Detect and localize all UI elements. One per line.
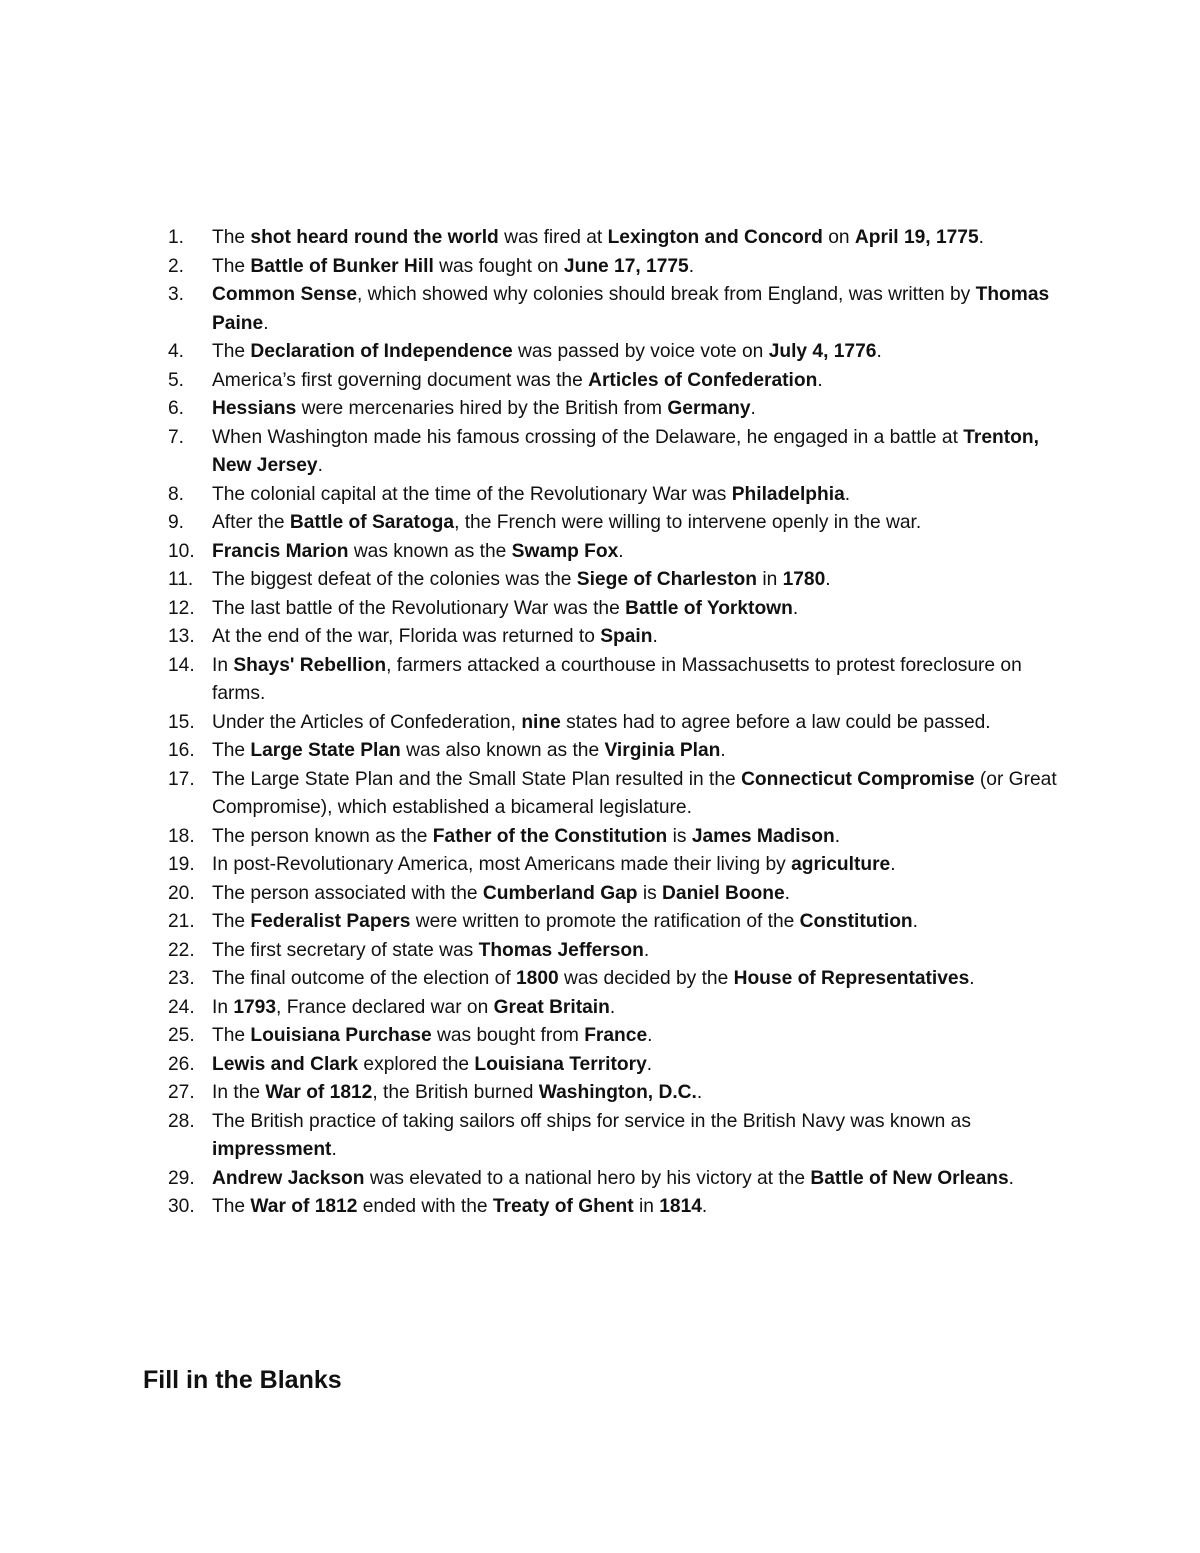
item-text: The last battle of the Revolutionary War was the xyxy=(212,597,626,619)
item-number: 25. xyxy=(168,1025,195,1046)
bold-answer: Thomas Paine xyxy=(212,284,1050,334)
item-text: The person associated with the xyxy=(212,882,483,904)
list-item xyxy=(168,224,1072,253)
bold-answer: France xyxy=(584,1025,648,1046)
item-text: . xyxy=(643,939,650,961)
item-text: Under the Articles of Confederation, xyxy=(212,711,522,733)
item-number: 26. xyxy=(168,1053,195,1075)
item-text: was fought on xyxy=(433,255,564,277)
item-text: . xyxy=(978,227,984,248)
item-number: 17. xyxy=(168,768,195,790)
bold-answer: Constitution xyxy=(799,911,913,932)
item-text: In the xyxy=(212,1082,266,1103)
list-item xyxy=(168,851,1072,880)
bold-answer: Articles of Confederation xyxy=(588,369,818,391)
item-text: . xyxy=(1008,1167,1015,1189)
bold-answer: Washington, D.C. xyxy=(538,1082,697,1103)
item-text: . xyxy=(720,740,726,761)
list-item xyxy=(168,965,1072,994)
item-text: . xyxy=(618,540,624,562)
bold-answer: Battle of Saratoga xyxy=(289,512,455,533)
item-text: . xyxy=(876,341,882,362)
item-text: . xyxy=(784,882,790,904)
item-text: . xyxy=(750,398,756,419)
item-text: was known as the xyxy=(348,540,512,562)
item-text: is xyxy=(667,825,692,847)
item-text: . xyxy=(646,1053,653,1075)
item-text: The xyxy=(212,255,251,277)
item-text: The person known as the xyxy=(212,825,433,847)
item-text: When Washington made his famous crossing of the Delaware, he engaged in a battle at xyxy=(212,426,964,448)
item-text: was passed by voice vote on xyxy=(512,341,769,362)
list-item xyxy=(168,1108,1072,1165)
item-number: 20. xyxy=(168,882,195,904)
list-item xyxy=(168,1051,1072,1080)
bold-answer: April 19, 1775 xyxy=(854,227,979,248)
item-number: 8. xyxy=(168,483,185,505)
item-text: . xyxy=(609,996,616,1018)
bold-answer: Large State Plan xyxy=(250,740,401,761)
item-text: . xyxy=(969,968,975,989)
bold-answer: Lewis and Clark xyxy=(212,1053,359,1075)
bold-answer: nine xyxy=(521,711,561,733)
bold-answer: Louisiana Purchase xyxy=(250,1025,432,1046)
item-text: explored the xyxy=(358,1053,475,1075)
item-number: 30. xyxy=(168,1196,195,1217)
item-text: ended with the xyxy=(357,1196,493,1217)
list-item xyxy=(168,1079,1072,1108)
item-text: was decided by the xyxy=(558,968,734,989)
item-text: (or Great Compromise), which established a bicameral legislature. xyxy=(212,768,1057,818)
list-item xyxy=(168,709,1072,738)
list-item xyxy=(168,908,1072,937)
item-number: 6. xyxy=(168,398,185,419)
item-number: 11. xyxy=(168,569,194,590)
bold-answer: Treaty of Ghent xyxy=(492,1196,634,1217)
list-item xyxy=(168,766,1072,823)
section-heading: Fill in the Blanks xyxy=(143,1366,342,1394)
bold-answer: Battle of Yorktown xyxy=(625,597,793,619)
item-text: The xyxy=(212,1196,251,1217)
item-text: In post-Revolutionary America, most Americans made their living by xyxy=(212,854,792,875)
item-text: in xyxy=(633,1196,660,1217)
item-number: 9. xyxy=(168,512,185,533)
bold-answer: Federalist Papers xyxy=(250,911,411,932)
bold-answer: agriculture xyxy=(791,854,891,875)
bold-answer: Shays' Rebellion xyxy=(233,654,387,676)
item-text: The Large State Plan and the Small State Plan resulted in the xyxy=(212,768,742,790)
bold-answer: Trenton, New Jersey xyxy=(212,426,1039,476)
item-text: . xyxy=(890,854,896,875)
item-text: The xyxy=(212,1025,251,1046)
list-item xyxy=(168,937,1072,966)
list-item xyxy=(168,1165,1072,1194)
item-number: 21. xyxy=(168,911,195,932)
bold-answer: 1814 xyxy=(659,1196,702,1217)
item-text: America’s first governing document was the xyxy=(212,369,589,391)
item-text: . xyxy=(688,255,695,277)
list-item xyxy=(168,538,1072,567)
list-item xyxy=(168,623,1072,652)
list-item xyxy=(168,737,1072,766)
bold-answer: Lexington and Concord xyxy=(607,227,823,248)
list-item xyxy=(168,481,1072,510)
item-text: were written to promote the ratification of the xyxy=(410,911,800,932)
item-number: 1. xyxy=(168,227,185,248)
item-text: was elevated to a national hero by his victory at the xyxy=(364,1167,811,1189)
item-text: , the British burned xyxy=(372,1082,539,1103)
item-text: on xyxy=(822,227,855,248)
item-number: 4. xyxy=(168,341,185,362)
item-text: At the end of the war, Florida was returned to xyxy=(212,626,601,647)
bold-answer: War of 1812 xyxy=(250,1196,358,1217)
bold-answer: June 17, 1775 xyxy=(563,255,689,277)
list-item xyxy=(168,566,1072,595)
item-text: . xyxy=(331,1139,337,1160)
bold-answer: Francis Marion xyxy=(212,540,349,562)
bold-answer: Virginia Plan xyxy=(604,740,721,761)
item-text: was fired at xyxy=(498,227,608,248)
list-item xyxy=(168,1022,1072,1051)
bold-answer: Daniel Boone xyxy=(662,882,785,904)
list-item xyxy=(168,424,1072,481)
bold-answer: Declaration of Independence xyxy=(250,341,513,362)
item-text: , the French were willing to intervene openly in the war. xyxy=(454,512,922,533)
answer-list xyxy=(168,224,1072,1222)
list-item xyxy=(168,595,1072,624)
item-text: were mercenaries hired by the British from xyxy=(296,398,668,419)
item-text: . xyxy=(834,825,841,847)
list-item xyxy=(168,994,1072,1023)
bold-answer: Philadelphia xyxy=(731,483,845,505)
item-text: is xyxy=(637,882,663,904)
item-text: In xyxy=(212,654,234,676)
item-text: , which showed why colonies should break from England, was written by xyxy=(357,284,976,305)
item-text: The colonial capital at the time of the Revolutionary War was xyxy=(212,483,732,505)
item-text: . xyxy=(317,455,323,476)
item-text: . xyxy=(817,369,823,391)
item-text: . xyxy=(263,312,269,334)
bold-answer: Andrew Jackson xyxy=(212,1167,365,1189)
item-number: 10. xyxy=(168,540,195,562)
bold-answer: 1793 xyxy=(233,996,277,1018)
item-text: The biggest defeat of the colonies was the xyxy=(212,569,577,590)
item-number: 22. xyxy=(168,939,195,961)
item-text: The xyxy=(212,911,251,932)
bold-answer: 1780 xyxy=(782,569,826,590)
list-item xyxy=(168,338,1072,367)
bold-answer: Germany xyxy=(667,398,751,419)
item-text: was also known as the xyxy=(400,740,605,761)
list-item xyxy=(168,823,1072,852)
bold-answer: Cumberland Gap xyxy=(482,882,638,904)
item-number: 18. xyxy=(168,825,195,847)
item-text: in xyxy=(756,569,783,590)
list-item xyxy=(168,509,1072,538)
bold-answer: Common Sense xyxy=(212,284,358,305)
bold-answer: Hessians xyxy=(212,398,297,419)
bold-answer: Spain xyxy=(600,626,653,647)
list-item xyxy=(168,281,1072,338)
item-number: 14. xyxy=(168,654,195,676)
list-item xyxy=(168,652,1072,709)
list-item xyxy=(168,253,1072,282)
bold-answer: impressment xyxy=(212,1139,332,1160)
bold-answer: Swamp Fox xyxy=(511,540,619,562)
item-number: 2. xyxy=(168,255,185,277)
bold-answer: Louisiana Territory xyxy=(474,1053,647,1075)
bold-answer: 1800 xyxy=(515,968,559,989)
list-item xyxy=(168,367,1072,396)
bold-answer: House of Representatives xyxy=(733,968,970,989)
item-text: . xyxy=(825,569,831,590)
item-text: The xyxy=(212,341,251,362)
item-text: The British practice of taking sailors off ships for service in the British Navy was known as xyxy=(212,1110,971,1132)
bold-answer: Battle of New Orleans xyxy=(810,1167,1009,1189)
bold-answer: Battle of Bunker Hill xyxy=(250,255,434,277)
bold-answer: War of 1812 xyxy=(265,1082,373,1103)
bold-answer: Siege of Charleston xyxy=(576,569,757,590)
item-text: was bought from xyxy=(431,1025,585,1046)
item-text: . xyxy=(652,626,658,647)
item-text: The final outcome of the election of xyxy=(212,968,516,989)
item-number: 27. xyxy=(168,1082,195,1103)
item-number: 12. xyxy=(168,597,195,619)
item-number: 29. xyxy=(168,1167,195,1189)
bold-answer: Great Britain xyxy=(493,996,610,1018)
item-text: . xyxy=(696,1082,703,1103)
item-number: 13. xyxy=(168,626,195,647)
item-text: In xyxy=(212,996,234,1018)
item-number: 24. xyxy=(168,996,195,1018)
item-text: . xyxy=(912,911,918,932)
item-number: 3. xyxy=(168,284,185,305)
bold-answer: July 4, 1776 xyxy=(768,341,877,362)
item-text: . xyxy=(792,597,799,619)
bold-answer: Connecticut Compromise xyxy=(741,768,975,790)
item-number: 23. xyxy=(168,968,195,989)
item-number: 16. xyxy=(168,740,195,761)
item-number: 7. xyxy=(168,426,185,448)
list-item xyxy=(168,1193,1072,1222)
list-item xyxy=(168,395,1072,424)
bold-answer: Thomas Jefferson xyxy=(478,939,644,961)
item-text: , farmers attacked a courthouse in Massachusetts to protest foreclosure on farms. xyxy=(212,654,1022,704)
item-text: The xyxy=(212,227,251,248)
item-number: 15. xyxy=(168,711,195,733)
item-number: 5. xyxy=(168,369,185,391)
item-text: . xyxy=(647,1025,653,1046)
item-number: 19. xyxy=(168,854,195,875)
item-number: 28. xyxy=(168,1110,195,1132)
item-text: The xyxy=(212,740,251,761)
item-text: After the xyxy=(212,512,290,533)
bold-answer: James Madison xyxy=(691,825,835,847)
list-item xyxy=(168,880,1072,909)
item-text: . xyxy=(844,483,851,505)
bold-answer: Father of the Constitution xyxy=(432,825,668,847)
item-text: . xyxy=(701,1196,708,1217)
item-text: , France declared war on xyxy=(276,996,494,1018)
item-text: The first secretary of state was xyxy=(212,939,479,961)
item-text: states had to agree before a law could be passed. xyxy=(560,711,991,733)
bold-answer: shot heard round the world xyxy=(250,227,499,248)
